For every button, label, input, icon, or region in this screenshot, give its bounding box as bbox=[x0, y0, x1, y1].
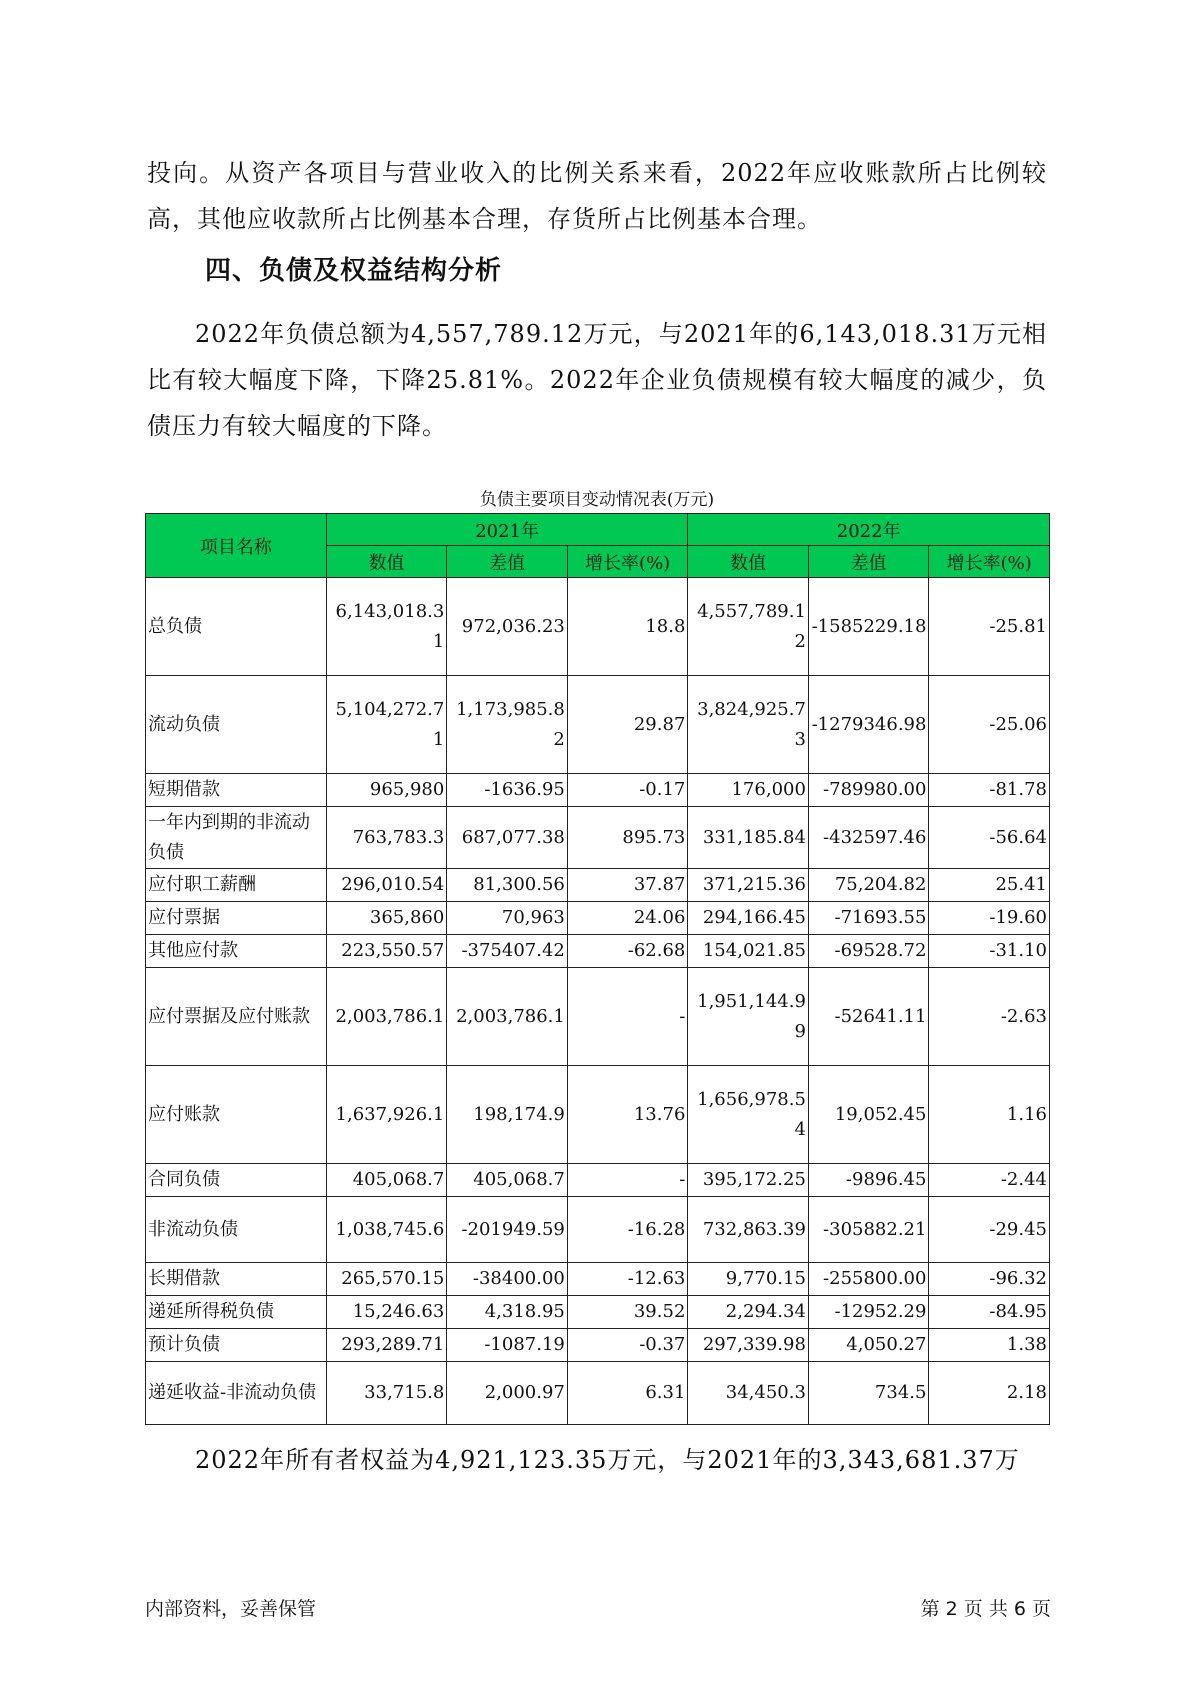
cell-diff: -52641.11 bbox=[808, 968, 929, 1066]
cell-value: 6,143,018.31 bbox=[326, 578, 447, 676]
cell-value: 223,550.57 bbox=[326, 935, 447, 968]
cell-diff: -1087.19 bbox=[447, 1329, 568, 1362]
cell-rate: 2.18 bbox=[929, 1362, 1050, 1425]
cell-diff: 972,036.23 bbox=[447, 578, 568, 676]
table-row bbox=[146, 968, 1050, 1066]
cell-value: 33,715.8 bbox=[326, 1362, 447, 1425]
paragraph-equity: 2022年所有者权益为4,921,123.35万元，与2021年的3,343,681.37万 bbox=[195, 1446, 1020, 1474]
cell-value: 763,783.3 bbox=[326, 807, 447, 869]
liabilities-table bbox=[145, 513, 1050, 1425]
cell-diff: -38400.00 bbox=[447, 1263, 568, 1296]
footer-confidential: 内部资料，妥善保管 bbox=[145, 1598, 317, 1620]
cell-value: 331,185.84 bbox=[688, 807, 809, 869]
cell-rate: -16.28 bbox=[567, 1197, 688, 1263]
cell-diff: -432597.46 bbox=[808, 807, 929, 869]
table-row bbox=[146, 1296, 1050, 1329]
cell-rate: -2.44 bbox=[929, 1164, 1050, 1197]
cell-value: 1,637,926.1 bbox=[326, 1066, 447, 1164]
cell-rate: 25.41 bbox=[929, 869, 1050, 902]
header-item-name: 项目名称 bbox=[146, 514, 327, 578]
cell-value: 296,010.54 bbox=[326, 869, 447, 902]
cell-value: 297,339.98 bbox=[688, 1329, 809, 1362]
row-name: 预计负债 bbox=[146, 1329, 327, 1362]
table-row bbox=[146, 1263, 1050, 1296]
header-diff-2021: 差值 bbox=[447, 546, 568, 578]
cell-rate: 6.31 bbox=[567, 1362, 688, 1425]
header-rate-2022: 增长率(%) bbox=[929, 546, 1050, 578]
cell-value: 34,450.3 bbox=[688, 1362, 809, 1425]
cell-value: 265,570.15 bbox=[326, 1263, 447, 1296]
cell-rate: 13.76 bbox=[567, 1066, 688, 1164]
cell-value: 15,246.63 bbox=[326, 1296, 447, 1329]
table-row bbox=[146, 807, 1050, 869]
cell-value: 371,215.36 bbox=[688, 869, 809, 902]
cell-value: 1,951,144.99 bbox=[688, 968, 809, 1066]
table-row bbox=[146, 869, 1050, 902]
table-row bbox=[146, 1362, 1050, 1425]
cell-diff: 4,318.95 bbox=[447, 1296, 568, 1329]
cell-rate: -0.17 bbox=[567, 774, 688, 807]
cell-rate: -2.63 bbox=[929, 968, 1050, 1066]
header-year-2022: 2022年 bbox=[688, 514, 1050, 546]
cell-diff: 405,068.7 bbox=[447, 1164, 568, 1197]
cell-diff: 1,173,985.82 bbox=[447, 676, 568, 774]
cell-rate: -12.63 bbox=[567, 1263, 688, 1296]
row-name: 短期借款 bbox=[146, 774, 327, 807]
cell-value: 176,000 bbox=[688, 774, 809, 807]
cell-rate: -25.06 bbox=[929, 676, 1050, 774]
cell-rate: -19.60 bbox=[929, 902, 1050, 935]
cell-value: 4,557,789.12 bbox=[688, 578, 809, 676]
cell-rate: 1.16 bbox=[929, 1066, 1050, 1164]
row-name: 流动负债 bbox=[146, 676, 327, 774]
cell-rate: - bbox=[567, 968, 688, 1066]
cell-diff: 734.5 bbox=[808, 1362, 929, 1425]
cell-rate: 24.06 bbox=[567, 902, 688, 935]
cell-value: 154,021.85 bbox=[688, 935, 809, 968]
cell-diff: -9896.45 bbox=[808, 1164, 929, 1197]
cell-diff: -71693.55 bbox=[808, 902, 929, 935]
cell-value: 405,068.7 bbox=[326, 1164, 447, 1197]
row-name: 应付票据及应付账款 bbox=[146, 968, 327, 1066]
table-row bbox=[146, 1164, 1050, 1197]
header-value-2022: 数值 bbox=[688, 546, 809, 578]
row-name: 合同负债 bbox=[146, 1164, 327, 1197]
row-name: 应付票据 bbox=[146, 902, 327, 935]
cell-diff: 81,300.56 bbox=[447, 869, 568, 902]
cell-diff: 198,174.9 bbox=[447, 1066, 568, 1164]
cell-diff: 19,052.45 bbox=[808, 1066, 929, 1164]
cell-value: 1,656,978.54 bbox=[688, 1066, 809, 1164]
cell-diff: 75,204.82 bbox=[808, 869, 929, 902]
section-heading: 四、负债及权益结构分析 bbox=[205, 256, 503, 286]
header-diff-2022: 差值 bbox=[808, 546, 929, 578]
row-name: 递延所得税负债 bbox=[146, 1296, 327, 1329]
row-name: 总负债 bbox=[146, 578, 327, 676]
row-name: 其他应付款 bbox=[146, 935, 327, 968]
cell-rate: 37.87 bbox=[567, 869, 688, 902]
row-name: 一年内到期的非流动负债 bbox=[146, 807, 327, 869]
paragraph-liabilities: 2022年负债总额为4,557,789.12万元，与2021年的6,143,018.31万元相比有较大幅度下降，下降25.81%。2022年企业负债规模有较大幅度的减少，负债压力有较大幅度的下降。 bbox=[147, 320, 1047, 440]
cell-value: 395,172.25 bbox=[688, 1164, 809, 1197]
cell-diff: -1279346.98 bbox=[808, 676, 929, 774]
cell-value: 1,038,745.6 bbox=[326, 1197, 447, 1263]
cell-rate: -84.95 bbox=[929, 1296, 1050, 1329]
row-name: 递延收益-非流动负债 bbox=[146, 1362, 327, 1425]
header-rate-2021: 增长率(%) bbox=[567, 546, 688, 578]
table-row bbox=[146, 1197, 1050, 1263]
table-row bbox=[146, 578, 1050, 676]
table-row bbox=[146, 774, 1050, 807]
cell-diff: -12952.29 bbox=[808, 1296, 929, 1329]
cell-value: 965,980 bbox=[326, 774, 447, 807]
cell-rate: -96.32 bbox=[929, 1263, 1050, 1296]
cell-rate: 18.8 bbox=[567, 578, 688, 676]
cell-diff: -375407.42 bbox=[447, 935, 568, 968]
cell-rate: - bbox=[567, 1164, 688, 1197]
cell-diff: 4,050.27 bbox=[808, 1329, 929, 1362]
cell-value: 294,166.45 bbox=[688, 902, 809, 935]
cell-rate: -29.45 bbox=[929, 1197, 1050, 1263]
cell-value: 2,294.34 bbox=[688, 1296, 809, 1329]
table-row bbox=[146, 1066, 1050, 1164]
cell-diff: -201949.59 bbox=[447, 1197, 568, 1263]
cell-rate: 895.73 bbox=[567, 807, 688, 869]
cell-rate: -0.37 bbox=[567, 1329, 688, 1362]
cell-rate: 29.87 bbox=[567, 676, 688, 774]
cell-diff: -255800.00 bbox=[808, 1263, 929, 1296]
cell-value: 3,824,925.73 bbox=[688, 676, 809, 774]
cell-value: 9,770.15 bbox=[688, 1263, 809, 1296]
header-value-2021: 数值 bbox=[326, 546, 447, 578]
cell-rate: -81.78 bbox=[929, 774, 1050, 807]
cell-diff: -305882.21 bbox=[808, 1197, 929, 1263]
table-row bbox=[146, 1329, 1050, 1362]
cell-diff: 687,077.38 bbox=[447, 807, 568, 869]
cell-diff: 2,000.97 bbox=[447, 1362, 568, 1425]
paragraph-intro: 投向。从资产各项目与营业收入的比例关系来看，2022年应收账款所占比例较高，其他应收款所占比例基本合理，存货所占比例基本合理。 bbox=[147, 159, 1047, 233]
row-name: 应付职工薪酬 bbox=[146, 869, 327, 902]
cell-value: 2,003,786.1 bbox=[326, 968, 447, 1066]
cell-diff: -1636.95 bbox=[447, 774, 568, 807]
cell-rate: -31.10 bbox=[929, 935, 1050, 968]
table-row bbox=[146, 902, 1050, 935]
table-row bbox=[146, 935, 1050, 968]
row-name: 非流动负债 bbox=[146, 1197, 327, 1263]
row-name: 应付账款 bbox=[146, 1066, 327, 1164]
cell-rate: -56.64 bbox=[929, 807, 1050, 869]
cell-diff: 70,963 bbox=[447, 902, 568, 935]
cell-rate: 1.38 bbox=[929, 1329, 1050, 1362]
table-caption: 负债主要项目变动情况表(万元) bbox=[479, 490, 715, 510]
cell-diff: 2,003,786.1 bbox=[447, 968, 568, 1066]
row-name: 长期借款 bbox=[146, 1263, 327, 1296]
table-row bbox=[146, 676, 1050, 774]
cell-diff: -789980.00 bbox=[808, 774, 929, 807]
cell-rate: -62.68 bbox=[567, 935, 688, 968]
cell-value: 5,104,272.71 bbox=[326, 676, 447, 774]
cell-diff: -69528.72 bbox=[808, 935, 929, 968]
cell-value: 732,863.39 bbox=[688, 1197, 809, 1263]
cell-value: 293,289.71 bbox=[326, 1329, 447, 1362]
cell-value: 365,860 bbox=[326, 902, 447, 935]
footer-page-number: 第 2 页 共 6 页 bbox=[920, 1598, 1051, 1620]
cell-rate: 39.52 bbox=[567, 1296, 688, 1329]
cell-diff: -1585229.18 bbox=[808, 578, 929, 676]
cell-rate: -25.81 bbox=[929, 578, 1050, 676]
header-year-2021: 2021年 bbox=[326, 514, 688, 546]
